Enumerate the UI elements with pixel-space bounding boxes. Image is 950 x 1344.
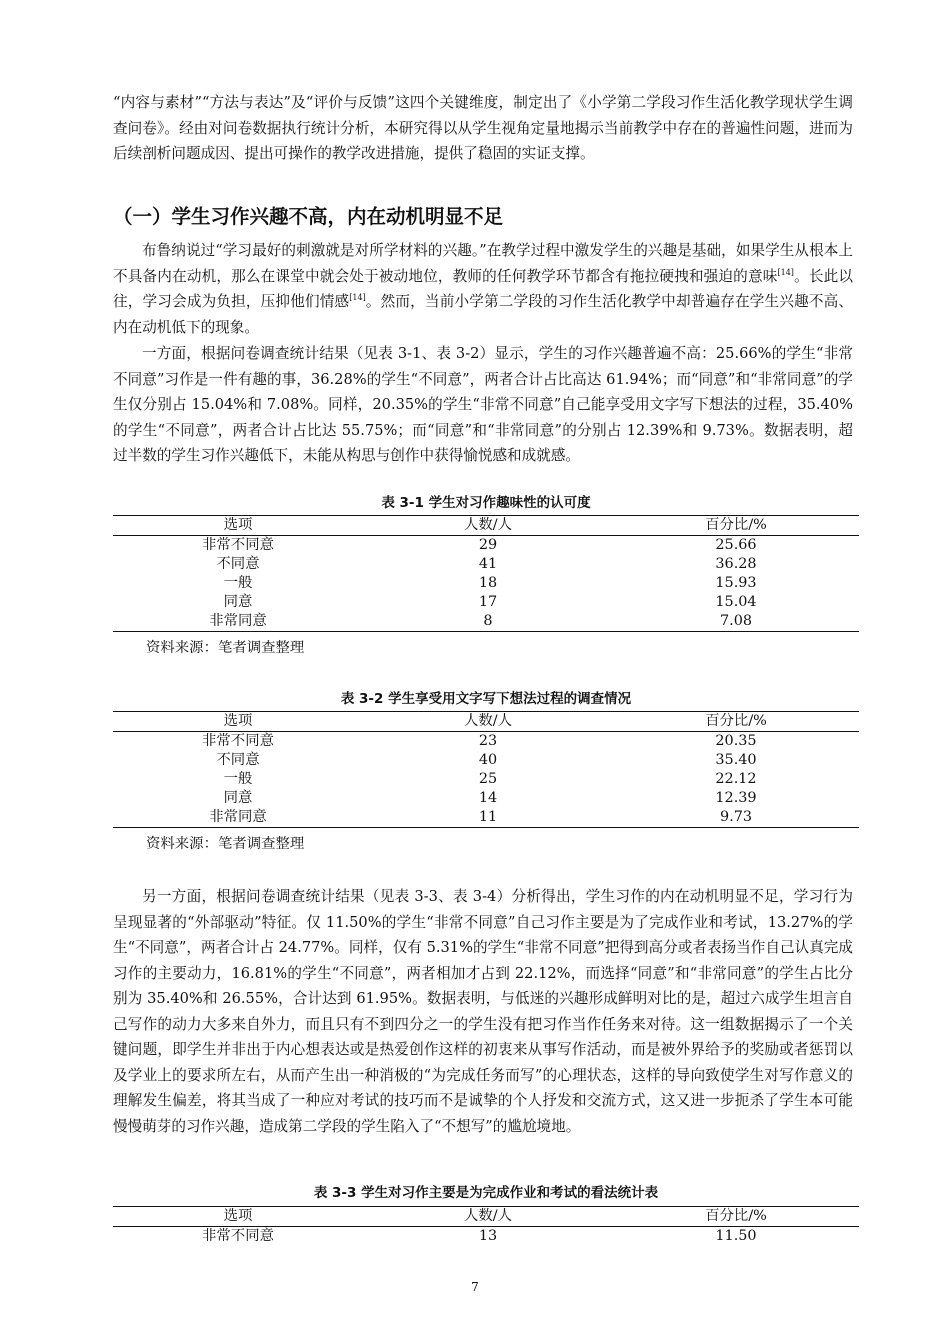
table-cell: 不同意 [216,752,260,768]
table-caption: 表 3-3 学生对习作主要是为完成作业和考试的看法统计表 [313,1185,659,1201]
table-cell: 非常不同意 [202,537,274,553]
column-header: 选项 [223,713,253,729]
table-cell: 一般 [223,575,253,591]
table-row [113,555,859,574]
column-header: 人数/人 [463,713,513,729]
column-header: 百分比/% [705,517,767,533]
table-cell: 13 [478,1228,498,1244]
table-source-note: 资料来源：笔者调查整理 [146,640,305,656]
column-header: 百分比/% [705,1208,767,1224]
paragraph-motivation-data: 另一方面，根据问卷调查统计结果（见表 3-3、表 3-4）分析得出，学生习作的内在动机明显不足，学习行为呈现显著的“外部驱动”特征。仅 11.50%的学生“非常不同意”自己习作主要是为了完成作业和考试，13.27%的学生“不同意”，两者合计占 24.77%。同样，仅有 5.31%的学生“非常不同意”把得到高分或者表扬当作自己认真完成习作的主要动力，16.81%的学生“不同意”，两者相加才占到 22.12%，而选择“同意”和“非常同意”的学生占比分别为 35.40%和 26.55%，合计达到 61.95%。数据表明，与低迷的兴趣形成鲜明对比的是，超过六成学生坦言自己写作的动力大多来自外力，而且只有不到四分之一的学生没有把习作当作任务来对待。这一组数据揭示了一个关键问题，即学生并非出于内心想表达或是热爱创作这样的初衷来从事写作活动，而是被外界给予的奖励或者惩罚以及学业上的要求所左右，从而产生出一种消极的“为完成任务而写”的心理状态，这样的导向致使学生对写作意义的理解发生偏差，将其当成了一种应对考试的技巧而不是诚挚的个人抒发和交流方式，这又进一步扼杀了学生本可能慢慢萌芽的习作兴趣，造成第二学段的学生陷入了“不想写”的尴尬境地。 [113,888,853,1135]
table-cell: 18 [478,575,498,591]
table-cell: 11.50 [715,1228,757,1244]
table-header-row [113,712,859,732]
table-cell: 同意 [223,790,253,806]
table-cell: 17 [478,594,498,610]
table-cell: 23 [478,733,498,749]
table-cell: 不同意 [216,556,260,572]
section-heading: （一）学生习作兴趣不高，内在动机明显不足 [113,205,504,228]
table-cell: 一般 [223,771,253,787]
table-header-row [113,1207,859,1227]
table-cell: 非常不同意 [202,1228,274,1244]
table-cell: 14 [478,790,498,806]
table-caption: 表 3-2 学生享受用文字写下想法过程的调查情况 [340,691,632,707]
table-cell: 25 [478,771,498,787]
table-caption: 表 3-1 学生对习作趣味性的认可度 [381,495,591,511]
table-cell: 40 [478,752,498,768]
table-cell: 非常同意 [209,613,267,629]
paragraph-interest-data: 一方面，根据问卷调查统计结果（见表 3-1、表 3-2）显示，学生的习作兴趣普遍不高：25.66%的学生“非常不同意”习作是一件有趣的事，36.28%的学生“不同意”，两者合计占比高达 61.94%；而“同意”和“非常同意”的学生仅分别占 15.04%和 7.08%。同样，20.35%的学生“非常不同意”自己能享受用文字写下想法的过程，35.40%的学生“不同意”，两者合计占比达 55.75%；而“同意”和“非常同意”的分别占 12.39%和 9.73%。数据表明，超过半数的学生习作兴趣低下，未能从构思与创作中获得愉悦感和成就感。 [113,345,853,464]
table-header-row [113,516,859,536]
table-row [113,789,859,808]
table-cell: 12.39 [715,790,757,806]
column-header: 百分比/% [705,713,767,729]
paragraph-interest-theory [113,238,853,340]
table-row [113,751,859,770]
page-number: 7 [471,1280,479,1294]
data-table-3-2 [113,711,859,828]
table-cell: 35.40 [715,752,757,768]
data-table-3-3 [113,1206,859,1246]
paragraph-text: 。长此以往，学习会成为负担，压抑他们情感 [113,267,853,310]
column-header: 人数/人 [463,517,513,533]
intro-paragraph: “内容与素材”“方法与表达”及“评价与反馈”这四个关键维度，制定出了《小学第二学段习作生活化教学现状学生调查问卷》。经由对问卷数据执行统计分析，本研究得以从学生视角定量地揭示当前教学中存在的普遍性问题，进而为后续剖析问题成因、提出可操作的教学改进措施，提供了稳固的实证支撑。 [113,94,853,162]
table-row [113,593,859,612]
paragraph-text: 。然而，当前小学第二学段的习作生活化教学中却普遍存在学生兴趣不高、内在动机低下的现象。 [113,293,853,336]
table-cell: 8 [483,613,493,629]
table-cell: 15.93 [715,575,757,591]
data-table-3-1 [113,515,859,632]
table-row [113,732,859,752]
table-row [113,574,859,593]
table-cell: 36.28 [715,556,757,572]
table-row [113,612,859,632]
column-header: 人数/人 [463,1208,513,1224]
column-header: 选项 [223,1208,253,1224]
table-cell: 25.66 [715,537,757,553]
table-cell: 同意 [223,594,253,610]
table-cell: 11 [478,809,498,825]
table-cell: 9.73 [719,809,753,825]
table-cell: 41 [478,556,498,572]
table-source-note: 资料来源：笔者调查整理 [146,836,305,852]
table-cell: 22.12 [715,771,757,787]
table-row [113,770,859,789]
column-header: 选项 [223,517,253,533]
citation-ref: [14] [777,267,794,277]
paragraph-text: 布鲁纳说过“学习最好的刺激就是对所学材料的兴趣。”在教学过程中激发学生的兴趣是基础，如果学生从根本上不具备内在动机，那么在课堂中就会处于被动地位，教师的任何教学环节都含有拖拉硬拽和强迫的意味 [113,242,853,285]
table-cell: 非常不同意 [202,733,274,749]
table-cell: 29 [478,537,498,553]
table-cell: 7.08 [719,613,753,629]
table-cell: 20.35 [715,733,757,749]
table-cell: 15.04 [715,594,757,610]
table-cell: 非常同意 [209,809,267,825]
citation-ref: [14] [349,293,366,303]
table-row [113,808,859,828]
table-row [113,536,859,556]
table-row [113,1227,859,1247]
